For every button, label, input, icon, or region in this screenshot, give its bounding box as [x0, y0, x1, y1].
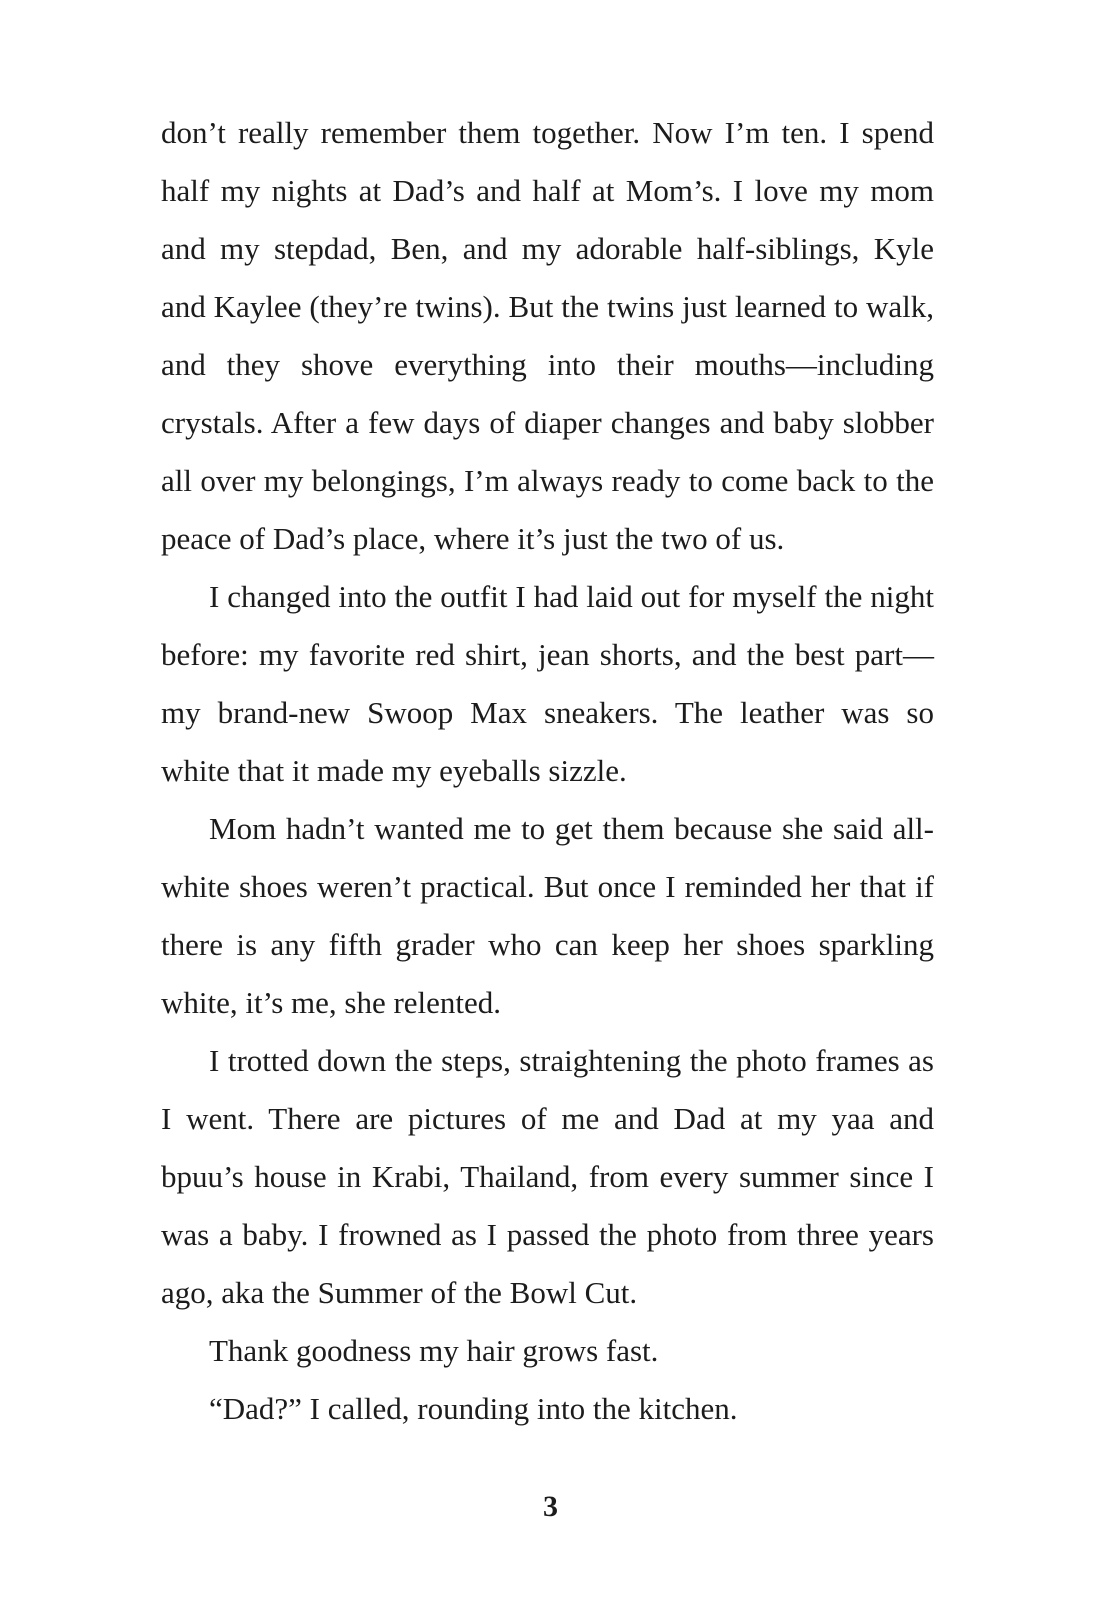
paragraph-3: Mom hadn’t wanted me to get them because she said all-white shoes weren’t practical. But once I reminded her that if there is any fifth grader who can keep her shoes sparkling white, it’s me, she relented. — [161, 811, 934, 1020]
paragraph-1: don’t really remember them together. Now I’m ten. I spend half my nights at Dad’s and half at Mom’s. I love my mom and my stepdad, Ben, and my adorable half-siblings, Kyle and Kaylee (they’re twins). But the twins just learned to walk, and they shove everything into their mouths—including crystals. After a few days of diaper changes and baby slobber all over my belongings, I’m always ready to come back to the peace of Dad’s place, where it’s just the two of us. — [161, 115, 934, 556]
page-number: 3 — [543, 1490, 558, 1523]
body-text — [161, 104, 934, 1438]
paragraph-5: Thank goodness my hair grows fast. — [209, 1333, 659, 1368]
paragraph-2: I changed into the outfit I had laid out for myself the night before: my favorite red shirt, jean shorts, and the best part—my brand-new Swoop Max sneakers. The leather was so white that it made my eyeballs sizzle. — [161, 579, 934, 788]
paragraph-4: I trotted down the steps, straightening the photo frames as I went. There are pictures of me and Dad at my yaa and bpuu’s house in Krabi, Thailand, from every summer since I was a baby. I frowned as I passed the photo from three years ago, aka the Summer of the Bowl Cut. — [161, 1043, 934, 1310]
paragraph-6: “Dad?” I called, rounding into the kitchen. — [209, 1391, 738, 1426]
